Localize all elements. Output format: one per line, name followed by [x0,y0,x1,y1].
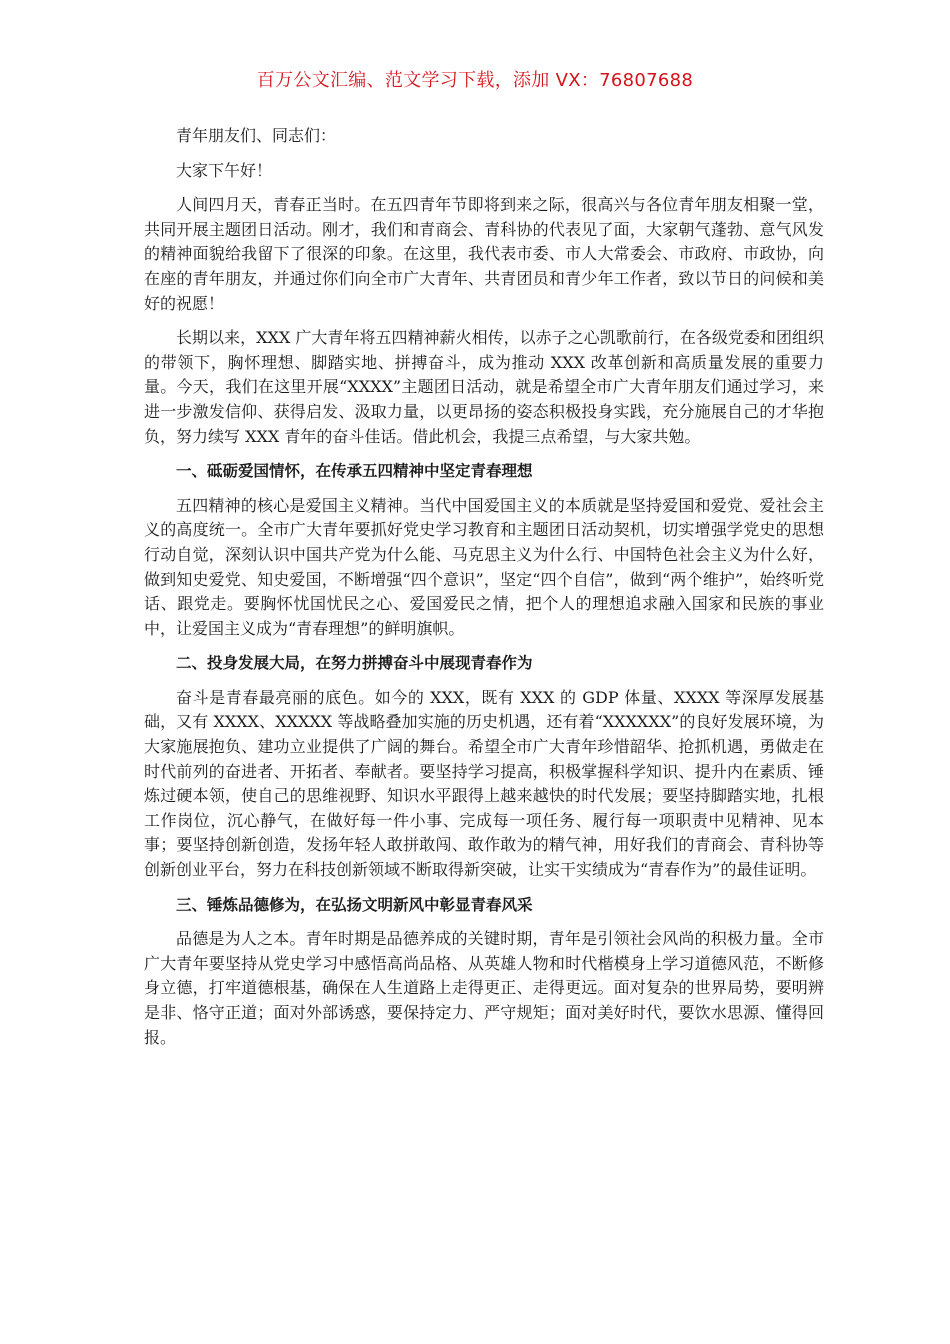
paragraph-1: 人间四月天，青春正当时。在五四青年节即将到来之际，很高兴与各位青年朋友相聚一堂，共同开展主题团日活动。刚才，我们和青商会、青科协的代表见了面，大家朝气蓬勃、意气风发的精神面貌给我留下了很深的印象。在这里，我代表市委、市人大常委会、市政府、市政协，向在座的青年朋友，并通过你们向全市广大青年、共青团员和青少年工作者，致以节日的问候和美好的祝愿！ [144,195,824,313]
paragraph-2: 长期以来，XXX 广大青年将五四精神薪火相传，以赤子之心凯歌前行，在各级党委和团组织的带领下，胸怀理想、脚踏实地、拼搏奋斗，成为推动 XXX 改革创新和高质量发展的重要力量。今天，我们在这里开展“XXXX”主题团日活动，就是希望全市广大青年朋友们通过学习，来进一步激发信仰、获得启发、汲取力量，以更昂扬的姿态积极投身实践，充分施展自己的才华抱负，努力续写 XXX 青年的奋斗佳话。借此机会，我提三点希望，与大家共勉。 [144,328,824,446]
section-heading-2: 二、投身发展大局，在努力拼搏奋斗中展现青春作为 [176,654,533,673]
paragraph-5: 品德是为人之本。青年时期是品德养成的关键时期，青年是引领社会风尚的积极力量。全市广大青年要坚持从党史学习中感悟高尚品格、从英雄人物和时代楷模身上学习道德风范，不断修身立德，打牢道德根基，确保在人生道路上走得更正、走得更远。面对复杂的世界局势，要明辨是非、恪守正道；面对外部诱惑，要保持定力、严守规矩；面对美好时代，要饮水思源、懂得回报。 [144,929,824,1047]
section-heading-3: 三、锤炼品德修为，在弘扬文明新风中彰显青春风采 [176,895,533,914]
greeting: 大家下午好！ [176,160,273,180]
document-body [144,124,824,1060]
paragraph-3: 五四精神的核心是爱国主义精神。当代中国爱国主义的本质就是坚持爱国和爱党、爱社会主义的高度统一。全市广大青年要抓好党史学习教育和主题团日活动契机，切实增强学党史的思想行动自觉，深刻认识中国共产党为什么能、马克思主义为什么行、中国特色社会主义为什么好，做到知史爱党、知史爱国，不断增强“四个意识”，坚定“四个自信”，做到“两个维护”，始终听党话、跟党走。要胸怀忧国忧民之心、爱国爱民之情，把个人的理想追求融入国家和民族的事业中，让爱国主义成为“青春理想”的鲜明旗帜。 [144,495,824,638]
header-banner: 百万公文汇编、范文学习下载，添加 VX：76807688 [256,70,694,91]
section-heading-1: 一、砥砺爱国情怀，在传承五四精神中坚定青春理想 [176,462,533,481]
salutation: 青年朋友们、同志们： [176,126,337,145]
paragraph-4: 奋斗是青春最亮丽的底色。如今的 XXX，既有 XXX 的 GDP 体量、XXXX 等深厚发展基础，又有 XXXX、XXXXX 等战略叠加实施的历史机遇，还有着“XXXXXX”的良好发展环境，为大家施展抱负、建功立业提供了广阔的舞台。希望全市广大青年珍惜韶华、抢抓机遇，勇做走在时代前列的奋进者、开拓者、奉献者。要坚持学习提高，积极掌握科学知识、提升内在素质、锤炼过硬本领，使自己的思维视野、知识水平跟得上越来越快的时代发展；要坚持脚踏实地，扎根工作岗位，沉心静气，在做好每一件小事、完成每一项任务、履行每一项职责中见精神、见本事；要坚持创新创造，发扬年轻人敢拼敢闯、敢作敢为的精气神，用好我们的青商会、青科协等创新创业平台，努力在科技创新领域不断取得新突破，让实干实绩成为“青春作为”的最佳证明。 [144,687,824,880]
